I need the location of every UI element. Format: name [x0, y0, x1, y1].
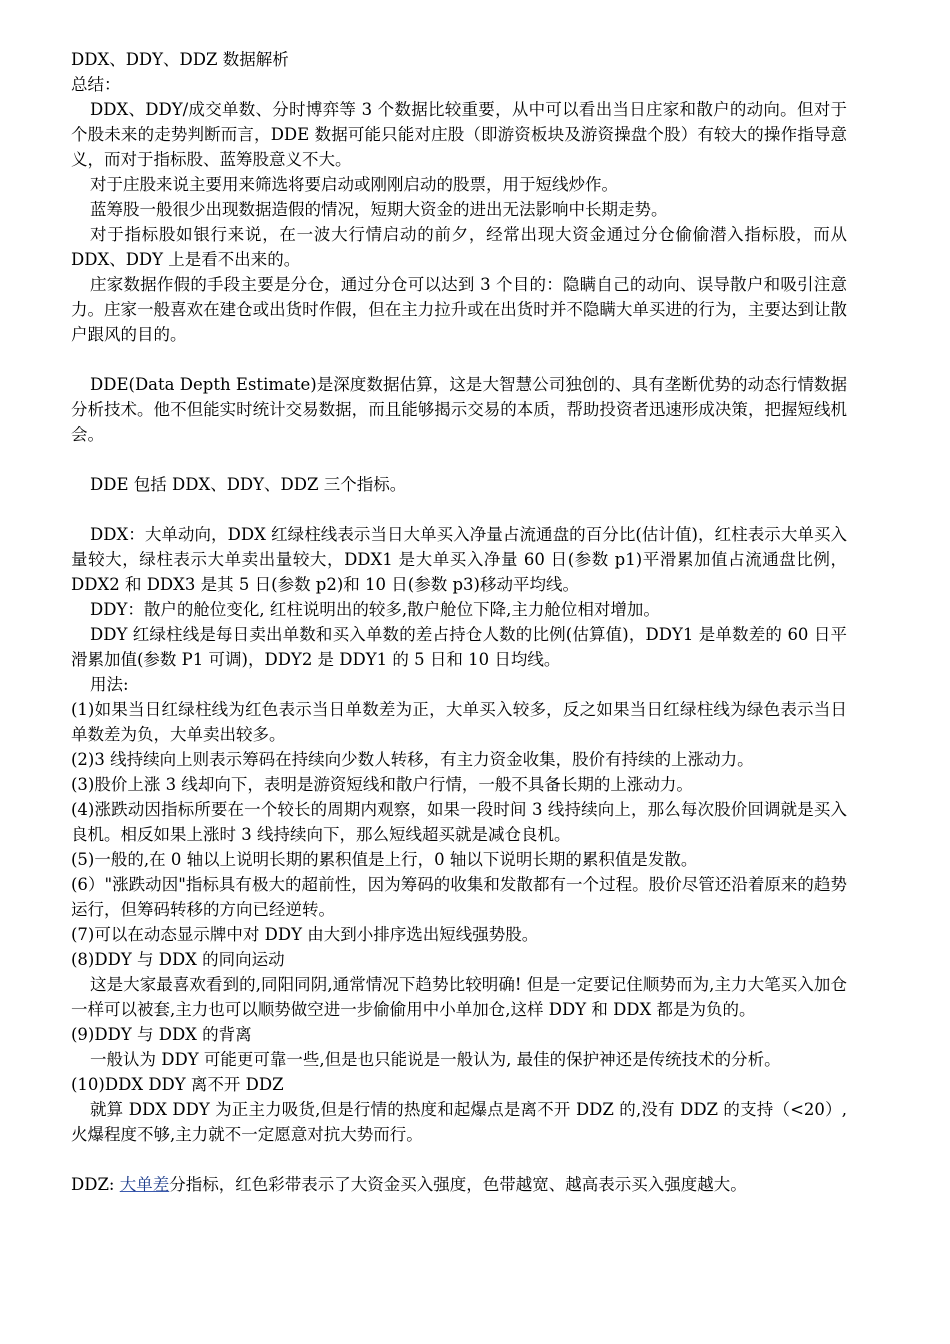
- usage-item: (6）"涨跌动因"指标具有极大的超前性，因为筹码的收集和发散都有一个过程。股价尽管还沿着原来的趋势运行，但筹码转移的方向已经逆转。: [71, 875, 847, 919]
- document-title: DDX、DDY、DDZ 数据解析: [71, 50, 289, 69]
- ddz-link[interactable]: 大单差: [119, 1175, 170, 1194]
- ddz-text: 分指标，红色彩带表示了大资金买入强度，色带越宽、越高表示买入强度越大。: [169, 1175, 747, 1194]
- blank-line: [71, 447, 847, 472]
- dde-intro-paragraph: DDE(Data Depth Estimate)是深度数据估算，这是大智慧公司独创的、具有垄断优势的动态行情数据分析技术。他不但能实时统计交易数据，而且能够揭示交易的本质，帮助投资者迅速形成决策，把握短线机会。: [71, 375, 847, 444]
- usage-item: (4)涨跌动因指标所要在一个较长的周期内观察，如果一段时间 3 线持续向上，那么每次股价回调就是买入良机。相反如果上涨时 3 线持续向下，那么短线超买就是减仓良机。: [71, 800, 847, 844]
- item8-body: 这是大家最喜欢看到的,同阳同阴,通常情况下趋势比较明确! 但是一定要记住顺势而为,主力大笔买入加仓一样可以被套,主力也可以顺势做空进一步偷偷用中小单加仓,这样 DDY 和 DDX 都是为负的。: [71, 975, 847, 1019]
- summary-paragraph: 庄家数据作假的手段主要是分仓，通过分仓可以达到 3 个目的：隐瞒自己的动向、误导散户和吸引注意力。庄家一般喜欢在建仓或出货时作假，但在主力拉升或在出货时并不隐瞒大单买进的行为，主要达到让散户跟风的目的。: [71, 275, 847, 344]
- usage-label: 用法:: [90, 675, 129, 694]
- summary-paragraph: 对于庄股来说主要用来筛选将要启动或刚刚启动的股票，用于短线炒作。: [90, 175, 618, 194]
- ddy-detail: DDY 红绿柱线是每日卖出单数和买入单数的差占持仓人数的比例(估算值)，DDY1 是单数差的 60 日平滑累加值(参数 P1 可调)，DDY2 是 DDY1 的 5 日和 10 日均线。: [71, 625, 847, 669]
- blank-line: [71, 497, 847, 522]
- usage-item: (3)股价上涨 3 线却向下，表明是游资短线和散户行情，一般不具备长期的上涨动力。: [71, 775, 693, 794]
- item8-title: (8)DDY 与 DDX 的同向运动: [71, 950, 285, 969]
- item10-title: (10)DDX DDY 离不开 DDZ: [71, 1075, 284, 1094]
- item9-body: 一般认为 DDY 可能更可靠一些,但是也只能说是一般认为, 最佳的保护神还是传统技术的分析。: [90, 1050, 781, 1069]
- summary-paragraph: 蓝筹股一般很少出现数据造假的情况，短期大资金的进出无法影响中长期走势。: [90, 200, 668, 219]
- summary-paragraph: DDX、DDY/成交单数、分时博弈等 3 个数据比较重要，从中可以看出当日庄家和散户的动向。但对于个股未来的走势判断而言，DDE 数据可能只能对庄股（即游资板块及游资操盘个股）有较大的操作指导意义，而对于指标股、蓝筹股意义不大。: [71, 100, 847, 169]
- usage-item: (5)一般的,在 0 轴以上说明长期的累积值是上行，0 轴以下说明长期的累积值是发散。: [71, 850, 698, 869]
- item9-title: (9)DDY 与 DDX 的背离: [71, 1025, 252, 1044]
- blank-line: [71, 1147, 847, 1172]
- usage-item: (1)如果当日红绿柱线为红色表示当日单数差为正，大单买入较多，反之如果当日红绿柱线为绿色表示当日单数差为负，大单卖出较多。: [71, 700, 847, 744]
- ddz-paragraph: [71, 1172, 847, 1197]
- blank-line: [71, 347, 847, 372]
- ddz-prefix: DDZ:: [71, 1175, 120, 1194]
- ddy-description: DDY：散户的舱位变化, 红柱说明出的较多,散户舱位下降,主力舱位相对增加。: [90, 600, 660, 619]
- item10-body: 就算 DDX DDY 为正主力吸货,但是行情的热度和起爆点是离不开 DDZ 的,没有 DDZ 的支持（<20）, 火爆程度不够,主力就不一定愿意对抗大势而行。: [71, 1100, 847, 1144]
- summary-label: 总结：: [71, 75, 121, 94]
- summary-paragraph: 对于指标股如银行来说，在一波大行情启动的前夕，经常出现大资金通过分仓偷偷潜入指标股，而从 DDX、DDY 上是看不出来的。: [71, 225, 847, 269]
- usage-item: (7)可以在动态显示牌中对 DDY 由大到小排序选出短线强势股。: [71, 925, 539, 944]
- usage-item: (2)3 线持续向上则表示筹码在持续向少数人转移，有主力资金收集，股价有持续的上涨动力。: [71, 750, 754, 769]
- dde-includes-paragraph: DDE 包括 DDX、DDY、DDZ 三个指标。: [90, 475, 407, 494]
- ddx-description: DDX：大单动向，DDX 红绿柱线表示当日大单买入净量占流通盘的百分比(估计值)，红柱表示大单买入量较大，绿柱表示大单卖出量较大，DDX1 是大单买入净量 60 日(参数 p1)平滑累加值占流通盘比例，DDX2 和 DDX3 是其 5 日(参数 p2)和 10 日(参数 p3)移动平均线。: [71, 525, 847, 594]
